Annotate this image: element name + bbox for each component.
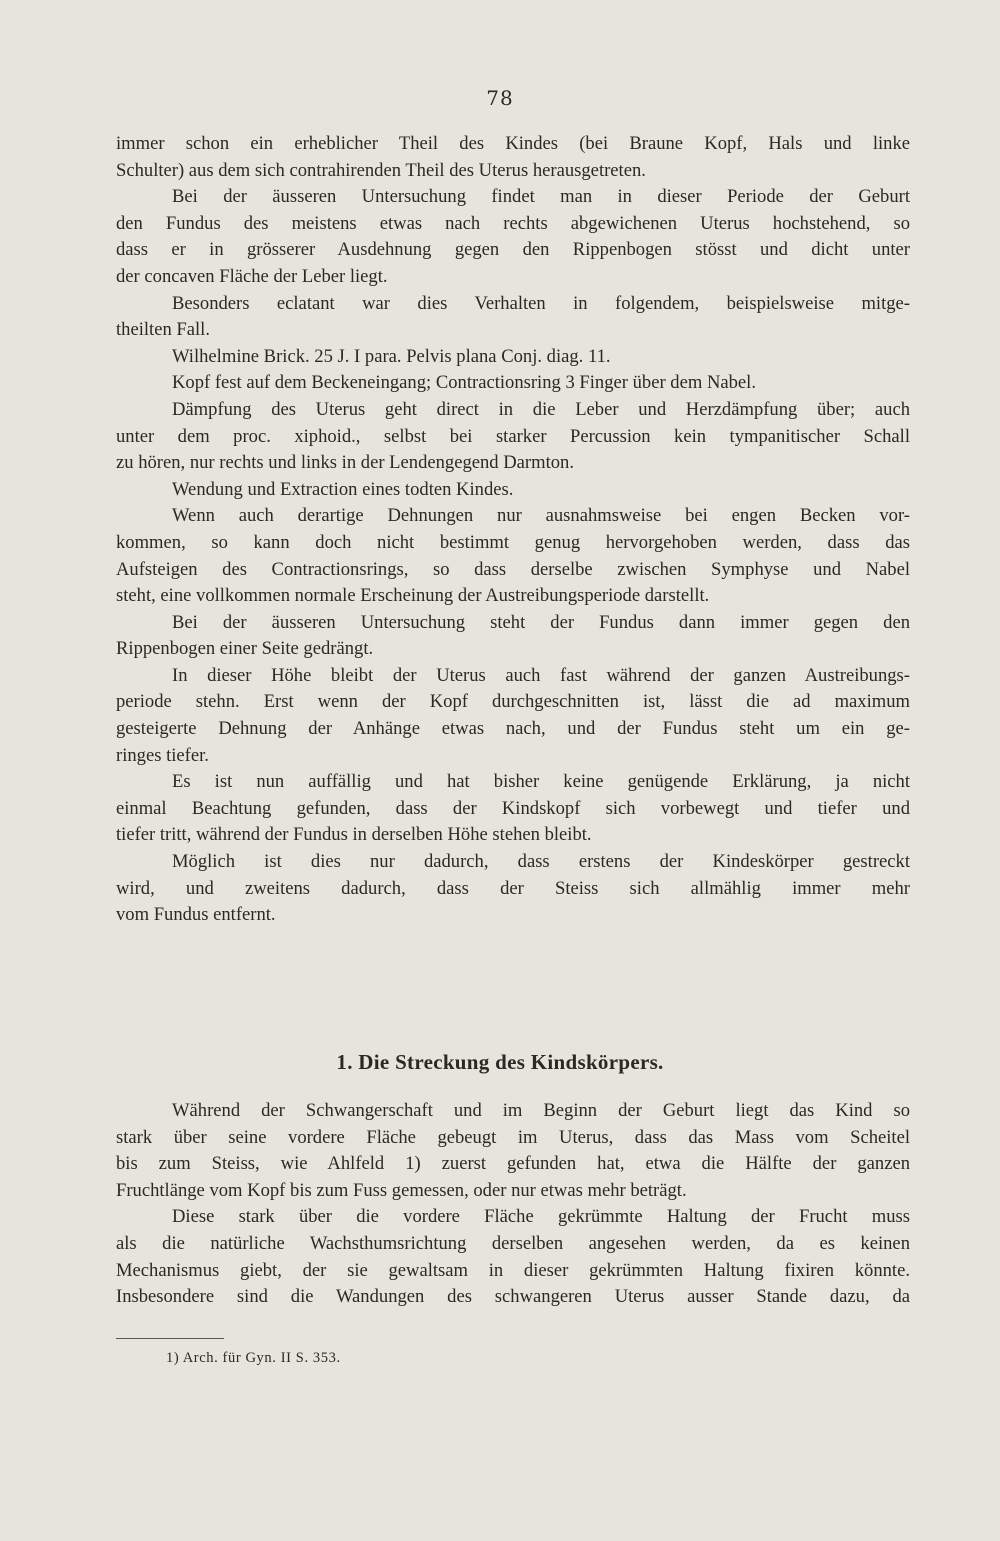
text-line: Fruchtlänge vom Kopf bis zum Fuss gemessen, oder nur etwas mehr beträgt. (116, 1179, 687, 1201)
text-line: der concaven Fläche der Leber liegt. (116, 265, 388, 287)
text-line: Wenn auch derartige Dehnungen nur ausnahmsweise bei engen Becken vor- (172, 505, 910, 527)
text-line: den Fundus des meistens etwas nach rechts abgewichenen Uterus hochstehend, so (116, 212, 910, 234)
text-line: Mechanismus giebt, der sie gewaltsam in dieser gekrümmten Haltung fixiren könnte. (116, 1259, 910, 1281)
footnote-rule (116, 1338, 224, 1339)
text-line: einmal Beachtung gefunden, dass der Kindskopf sich vorbewegt und tiefer und (116, 797, 910, 819)
body-text-section-2 (116, 1098, 910, 1311)
text-line: Rippenbogen einer Seite gedrängt. (116, 638, 374, 660)
text-line: Bei der äusseren Untersuchung findet man in dieser Periode der Geburt (172, 186, 910, 208)
text-line: wird, und zweitens dadurch, dass der Steiss sich allmählig immer mehr (116, 877, 910, 899)
text-line: bis zum Steiss, wie Ahlfeld 1) zuerst gefunden hat, etwa die Hälfte der ganzen (116, 1153, 910, 1175)
text-line: zu hören, nur rechts und links in der Lendengegend Darmton. (116, 452, 574, 474)
text-line: Wendung und Extraction eines todten Kindes. (172, 478, 514, 500)
text-line: kommen, so kann doch nicht bestimmt genug hervorgehoben werden, dass das (116, 531, 910, 553)
text-line: Diese stark über die vordere Fläche gekrümmte Haltung der Frucht muss (172, 1206, 910, 1228)
text-line: Besonders eclatant war dies Verhalten in folgendem, beispielsweise mitge- (172, 292, 910, 314)
footnote: 1) Arch. für Gyn. II S. 353. (166, 1350, 341, 1366)
text-line: Schulter) aus dem sich contrahirenden Theil des Uterus herausgetreten. (116, 159, 646, 181)
text-line: immer schon ein erheblicher Theil des Kindes (bei Braune Kopf, Hals und linke (116, 133, 910, 154)
text-line: Bei der äusseren Untersuchung steht der Fundus dann immer gegen den (172, 611, 910, 633)
text-line: In dieser Höhe bleibt der Uterus auch fast während der ganzen Austreibungs- (172, 664, 910, 686)
text-line: Aufsteigen des Contractionsrings, so dass derselbe zwischen Symphyse und Nabel (116, 558, 910, 580)
text-line: unter dem proc. xiphoid., selbst bei starker Percussion kein tympanitischer Schall (116, 425, 910, 447)
text-line: periode stehn. Erst wenn der Kopf durchgeschnitten ist, lässt die ad maximum (116, 691, 910, 713)
text-line: tiefer tritt, während der Fundus in derselben Höhe stehen bleibt. (116, 824, 592, 846)
text-line: theilten Fall. (116, 319, 210, 341)
text-line: dass er in grösserer Ausdehnung gegen den Rippenbogen stösst und dicht unter (116, 239, 910, 261)
text-line: Wilhelmine Brick. 25 J. I para. Pelvis plana Conj. diag. 11. (172, 345, 611, 367)
text-line: Insbesondere sind die Wandungen des schwangeren Uterus ausser Stande dazu, da (116, 1286, 910, 1308)
section-heading: 1. Die Streckung des Kindskörpers. (336, 1050, 664, 1074)
text-line: Während der Schwangerschaft und im Beginn der Geburt liegt das Kind so (172, 1100, 910, 1121)
text-line: Dämpfung des Uterus geht direct in die Leber und Herzdämpfung über; auch (172, 398, 910, 420)
page-number: 78 (486, 86, 514, 110)
text-line: gesteigerte Dehnung der Anhänge etwas nach, und der Fundus steht um ein ge- (116, 718, 910, 740)
text-line: Möglich ist dies nur dadurch, dass erstens der Kindeskörper gestreckt (172, 851, 910, 873)
text-line: stark über seine vordere Fläche gebeugt im Uterus, dass das Mass vom Scheitel (116, 1126, 910, 1148)
body-text-section-1 (116, 131, 910, 929)
text-line: steht, eine vollkommen normale Erscheinung der Austreibungsperiode darstellt. (116, 585, 710, 607)
text-line: Es ist nun auffällig und hat bisher keine genügende Erklärung, ja nicht (172, 771, 910, 793)
text-line: ringes tiefer. (116, 744, 209, 766)
text-line: vom Fundus entfernt. (116, 904, 276, 926)
text-line: Kopf fest auf dem Beckeneingang; Contractionsring 3 Finger über dem Nabel. (172, 372, 756, 394)
text-line: als die natürliche Wachsthumsrichtung derselben angesehen werden, da es keinen (116, 1232, 910, 1254)
